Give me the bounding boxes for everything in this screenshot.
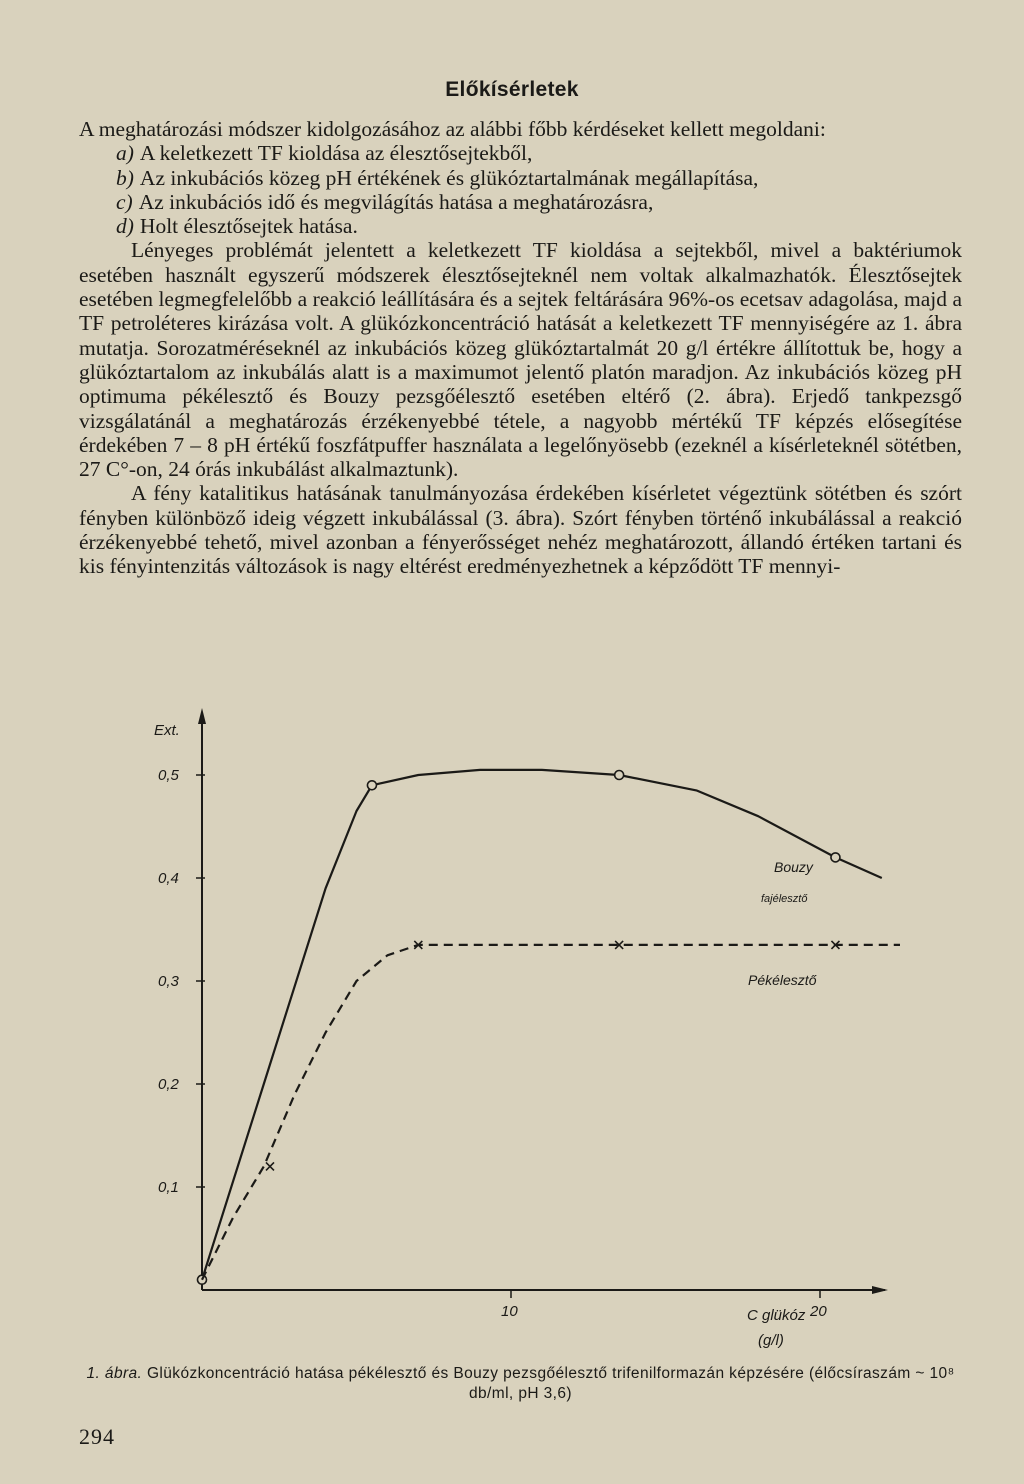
x-tick-label: 10 xyxy=(501,1303,518,1320)
series-label-bouzy: Bouzy xyxy=(774,859,813,875)
x-axis-unit: (g/l) xyxy=(758,1332,784,1349)
x-axis-arrow xyxy=(872,1286,888,1294)
y-tick-label: 0,4 xyxy=(158,870,179,887)
paragraph-2: Lényeges problémát jelentett a keletkezett TF kioldása a sejtekből, mivel a baktériumok esetében használt egyszerű módszerek élesztősejteknél nem voltak alkalmazhatók. Élesztősejtek esetében legmegfelelőbb a reakció leállítására és a sejtek feltárására 96%-os ecetsav adagolása, majd a TF petroléteres kirázása volt. A glükózkoncentráció hatását a keletkezett TF mennyiségére az 1. ábra mutatja. Sorozatméréseknél az inkubációs közeg glükóztartalmát 20 g/l értékre állítottuk be, hogy a glükóztartalom az inkubálás alatt is a maximumot jelentő platón maradjon. Az inkubációs közeg pH optimuma pékélesztő és Bouzy pezsgőélesztő esetében eltérő (2. ábra). Erjedő tankpezsgő vizsgálatánál a meghatározás érzékenyebbé tétele, a nagyobb mértékű TF képzés elősegítése érdekében 7 – 8 pH értékű foszfátpuffer használata a legelőnyösebb (ezeknél a kísérleteknél sötétben, 27 C°-on, 24 órás inkubálást alkalmaztunk). xyxy=(79,238,962,482)
caption-label: 1. ábra. xyxy=(86,1365,143,1382)
list-text: Holt élesztősejtek hatása. xyxy=(139,214,358,239)
list-text: Az inkubációs idő és megvilágítás hatása a meghatározásra, xyxy=(138,189,654,214)
list-letter: c) xyxy=(116,189,133,214)
y-tick-label: 0,1 xyxy=(158,1179,179,1196)
list-letter: d) xyxy=(116,214,134,239)
list-letter: b) xyxy=(116,165,134,190)
list-item-c xyxy=(79,190,962,214)
body-text xyxy=(79,117,962,579)
data-point-x xyxy=(266,1162,274,1170)
paragraph-3: A fény katalitikus hatásának tanulmányozása érdekében kísérletet végeztünk sötétben és szórt fényben különböző ideig végzett inkubálással (3. ábra). Szórt fényben történő inkubálással a reakció érzékenyebbé tehető, mivel azonban a fényerősséget nehéz meghatározott, állandó értéken tartani és kis fényintenzitás változások is nagy eltérést eredményezhetnek a képződött TF mennyi- xyxy=(79,481,962,579)
list-item-a xyxy=(79,141,962,165)
list-text: Az inkubációs közeg pH értékének és glükóztartalmának megállapítása, xyxy=(139,165,759,190)
data-point-circle xyxy=(831,853,840,862)
y-axis-label: Ext. xyxy=(154,722,180,739)
y-tick-label: 0,3 xyxy=(158,973,179,990)
figure-caption xyxy=(79,1364,962,1404)
list-text: A keletkezett TF kioldása az élesztősejtekből, xyxy=(139,141,533,166)
y-tick-label: 0,2 xyxy=(158,1076,179,1093)
intro-paragraph: A meghatározási módszer kidolgozásához az alábbi főbb kérdéseket kellett megoldani: xyxy=(79,117,826,141)
series-sublabel-bouzy: fajélesztő xyxy=(761,893,808,905)
series-line-0 xyxy=(202,770,882,1280)
data-point-circle xyxy=(367,781,376,790)
x-tick-label: 20 xyxy=(810,1303,827,1320)
list-letter: a) xyxy=(116,141,134,166)
list-item-b xyxy=(79,166,962,190)
list-item-d xyxy=(79,214,962,238)
y-axis-arrow xyxy=(198,708,206,724)
series-label-pekeleszto: Pékélesztő xyxy=(748,972,817,988)
page-number: 294 xyxy=(79,1424,115,1449)
caption-text: Glükózkoncentráció hatása pékélesztő és Bouzy pezsgőélesztő trifenilformazán képzésére (élőcsíraszám ~ 10⁸ db/ml, pH 3,6) xyxy=(146,1365,955,1402)
y-tick-label: 0,5 xyxy=(158,767,179,784)
chart-series xyxy=(198,770,901,1284)
data-point-circle xyxy=(615,771,624,780)
x-axis-label: C glükóz xyxy=(747,1307,806,1324)
series-line-1 xyxy=(202,945,900,1280)
chart-axes xyxy=(158,708,888,1320)
section-heading: Előkísérletek xyxy=(445,78,579,101)
glucose-chart xyxy=(140,700,900,1360)
figure-1 xyxy=(140,700,900,1360)
